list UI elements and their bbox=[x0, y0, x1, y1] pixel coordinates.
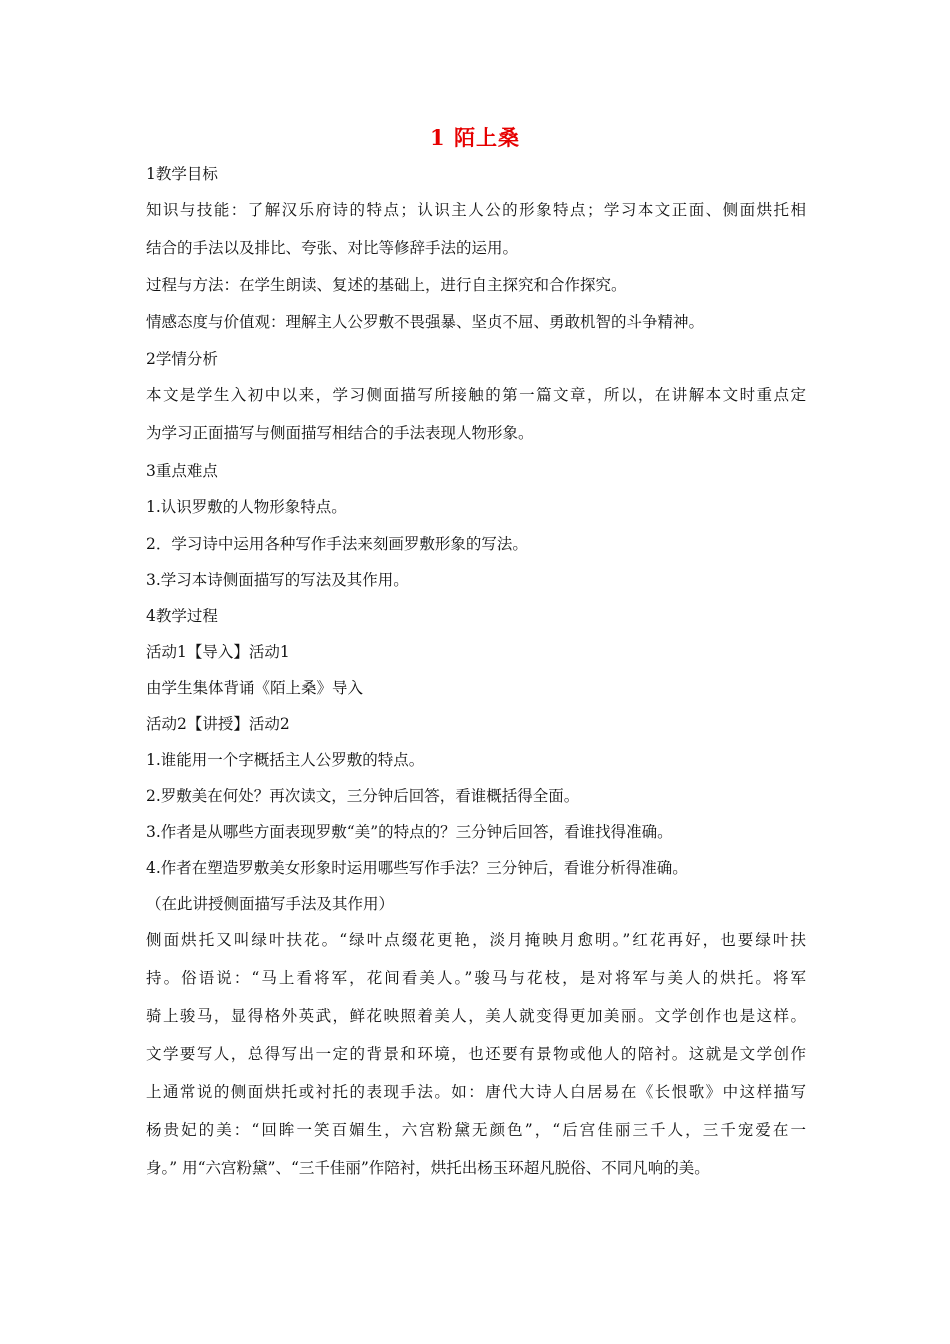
paragraph-line: 情感态度与价值观：理解主人公罗敷不畏强暴、坚贞不屈、勇敢机智的斗争精神。 bbox=[146, 313, 705, 331]
paragraph-line: 过程与方法：在学生朗读、复述的基础上，进行自主探究和合作探究。 bbox=[146, 276, 627, 294]
paragraph-line: 为学习正面描写与侧面描写相结合的手法表现人物形象。 bbox=[146, 424, 534, 442]
activity-heading: 活动2【讲授】活动2 bbox=[146, 715, 290, 733]
paragraph-line: 上通常说的侧面烘托或衬托的表现手法。如：唐代大诗人白居易在《长恨歌》中这样描写 bbox=[146, 1083, 806, 1101]
note-line: （在此讲授侧面描写手法及其作用） bbox=[146, 895, 395, 913]
list-item: 2.罗敷美在何处？再次读文，三分钟后回答，看谁概括得全面。 bbox=[146, 787, 580, 805]
section-heading-key-points: 3重点难点 bbox=[146, 462, 218, 480]
list-item: 1.认识罗敷的人物形象特点。 bbox=[146, 498, 347, 516]
section-heading-process: 4教学过程 bbox=[146, 607, 218, 625]
section-heading-objectives: 1教学目标 bbox=[146, 165, 218, 183]
list-item: 4.作者在塑造罗敷美女形象时运用哪些写作手法？三分钟后，看谁分析得准确。 bbox=[146, 859, 688, 877]
list-item: 3.学习本诗侧面描写的写法及其作用。 bbox=[146, 571, 409, 589]
paragraph-line: 身。” 用“六宫粉黛”、“三千佳丽”作陪衬，烘托出杨玉环超凡脱俗、不同凡响的美。 bbox=[146, 1159, 710, 1177]
list-item: 2．学习诗中运用各种写作手法来刻画罗敷形象的写法。 bbox=[146, 535, 528, 553]
activity-heading: 活动1【导入】活动1 bbox=[146, 643, 290, 661]
paragraph-line: 骑上骏马，显得格外英武，鲜花映照着美人，美人就变得更加美丽。文学创作也是这样。 bbox=[146, 1007, 806, 1025]
list-item: 1.谁能用一个字概括主人公罗敷的特点。 bbox=[146, 751, 425, 769]
paragraph-line: 侧面烘托又叫绿叶扶花。“绿叶点缀花更艳，淡月掩映月愈明。”红花再好，也要绿叶扶 bbox=[146, 931, 806, 949]
paragraph-line: 杨贵妃的美：“回眸一笑百媚生，六宫粉黛无颜色”，“后宫佳丽三千人，三千宠爱在一 bbox=[146, 1121, 806, 1139]
paragraph-line: 本文是学生入初中以来，学习侧面描写所接触的第一篇文章，所以，在讲解本文时重点定 bbox=[146, 386, 806, 404]
paragraph-line: 由学生集体背诵《陌上桑》导入 bbox=[146, 679, 364, 697]
paragraph-line: 持。俗语说：“马上看将军，花间看美人。”骏马与花枝，是对将军与美人的烘托。将军 bbox=[146, 969, 806, 987]
document-title: 1 陌上桑 bbox=[430, 125, 520, 150]
paragraph-line: 知识与技能：了解汉乐府诗的特点；认识主人公的形象特点；学习本文正面、侧面烘托相 bbox=[146, 201, 806, 219]
paragraph-line: 结合的手法以及排比、夸张、对比等修辞手法的运用。 bbox=[146, 239, 519, 257]
section-heading-analysis: 2学情分析 bbox=[146, 350, 218, 368]
list-item: 3.作者是从哪些方面表现罗敷“美”的特点的？三分钟后回答，看谁找得准确。 bbox=[146, 823, 673, 841]
paragraph-line: 文学要写人，总得写出一定的背景和环境，也还要有景物或他人的陪衬。这就是文学创作 bbox=[146, 1045, 806, 1063]
